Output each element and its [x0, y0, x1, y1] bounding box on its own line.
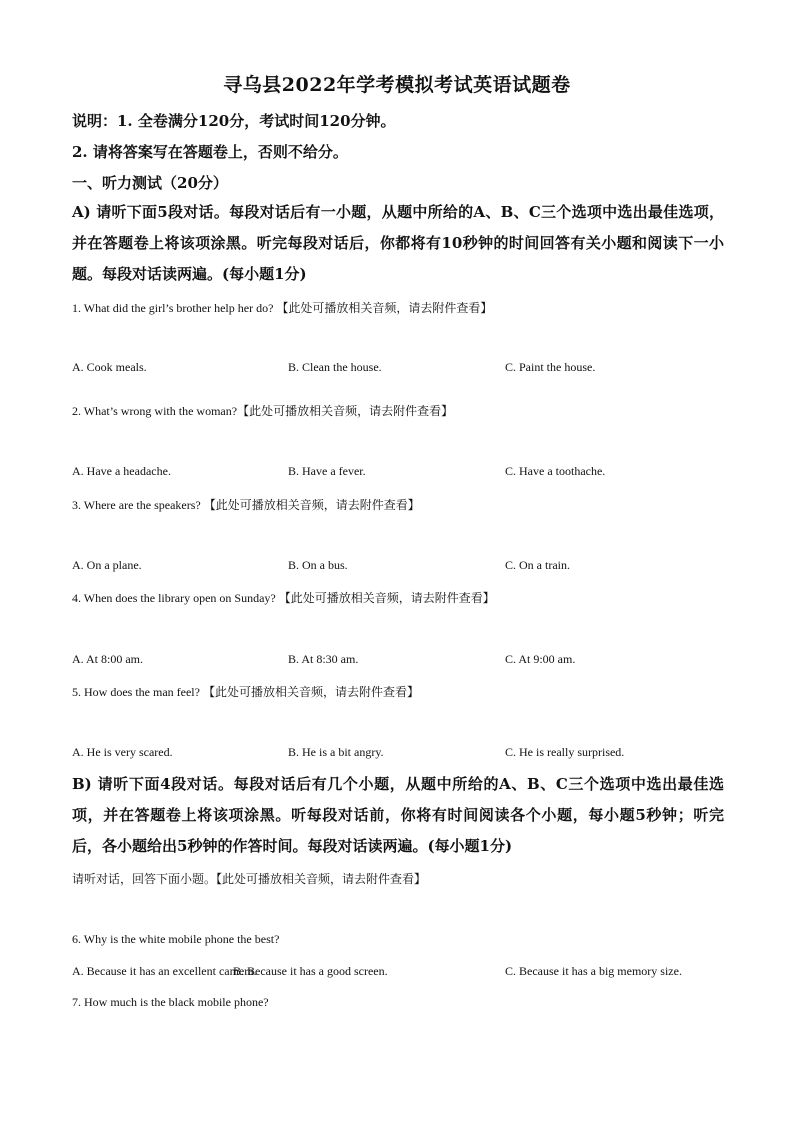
question-4-stem: 4. When does the library open on Sunday? 【此处可播放相关音频，请去附件查看】 [72, 591, 495, 605]
question-2-option-c: C. Have a toothache. [505, 464, 606, 478]
question-6-option-b: B. Because it has a good screen. [233, 964, 388, 978]
question-6-option-a: A. Because it has an excellent camera. [72, 964, 257, 978]
part-b-directions: B) 请听下面4段对话。每段对话后有几个小题，从题中所给的A、B、C三个选项中选出最佳选项，并在答题卷上将该项涂黑。听每段对话前，你将有时间阅读各个小题，每小题5秒钟；听完后，各小题给出5秒钟的作答时间。每段对话读两遍。(每小题1分) [72, 775, 724, 855]
question-2-option-a: A. Have a headache. [72, 464, 171, 478]
page-title: 寻乌县2022年学考模拟考试英语试题卷 [223, 74, 571, 96]
question-1-stem: 1. What did the girl’s brother help her do? 【此处可播放相关音频，请去附件查看】 [72, 301, 493, 315]
question-2-option-b: B. Have a fever. [288, 464, 366, 478]
instructions-line-2: 2. 请将答案写在答题卷上，否则不给分。 [72, 143, 348, 161]
question-7-stem: 7. How much is the black mobile phone? [72, 995, 269, 1009]
question-6-stem: 6. Why is the white mobile phone the best? [72, 932, 280, 946]
instructions-line-1: 说明：1. 全卷满分120分，考试时间120分钟。 [72, 112, 396, 130]
part-a-directions: A) 请听下面5段对话。每段对话后有一小题，从题中所给的A、B、C三个选项中选出最佳选项，并在答题卷上将该项涂黑。听完每段对话后，你都将有10秒钟的时间回答有关小题和阅读下一小题。每段对话读两遍。(每小题1分) [72, 203, 724, 283]
section-heading-listening: 一、听力测试（20分） [72, 174, 228, 192]
question-3-option-c: C. On a train. [505, 558, 570, 572]
question-1-option-a: A. Cook meals. [72, 360, 147, 374]
question-3-stem: 3. Where are the speakers? 【此处可播放相关音频，请去附件查看】 [72, 498, 420, 512]
question-1-option-b: B. Clean the house. [288, 360, 382, 374]
question-4-option-a: A. At 8:00 am. [72, 652, 143, 666]
question-3-option-a: A. On a plane. [72, 558, 142, 572]
question-2-stem: 2. What’s wrong with the woman?【此处可播放相关音频，请去附件查看】 [72, 404, 454, 418]
question-6-option-c: C. Because it has a big memory size. [505, 964, 682, 978]
question-4-option-b: B. At 8:30 am. [288, 652, 359, 666]
question-5-option-b: B. He is a bit angry. [288, 745, 384, 759]
question-4-option-c: C. At 9:00 am. [505, 652, 576, 666]
part-b-intro: 请听对话，回答下面小题。【此处可播放相关音频，请去附件查看】 [72, 872, 427, 886]
question-5-stem: 5. How does the man feel? 【此处可播放相关音频，请去附件查看】 [72, 685, 419, 699]
question-5-option-a: A. He is very scared. [72, 745, 173, 759]
question-1-option-c: C. Paint the house. [505, 360, 596, 374]
question-5-option-c: C. He is really surprised. [505, 745, 625, 759]
question-3-option-b: B. On a bus. [288, 558, 348, 572]
